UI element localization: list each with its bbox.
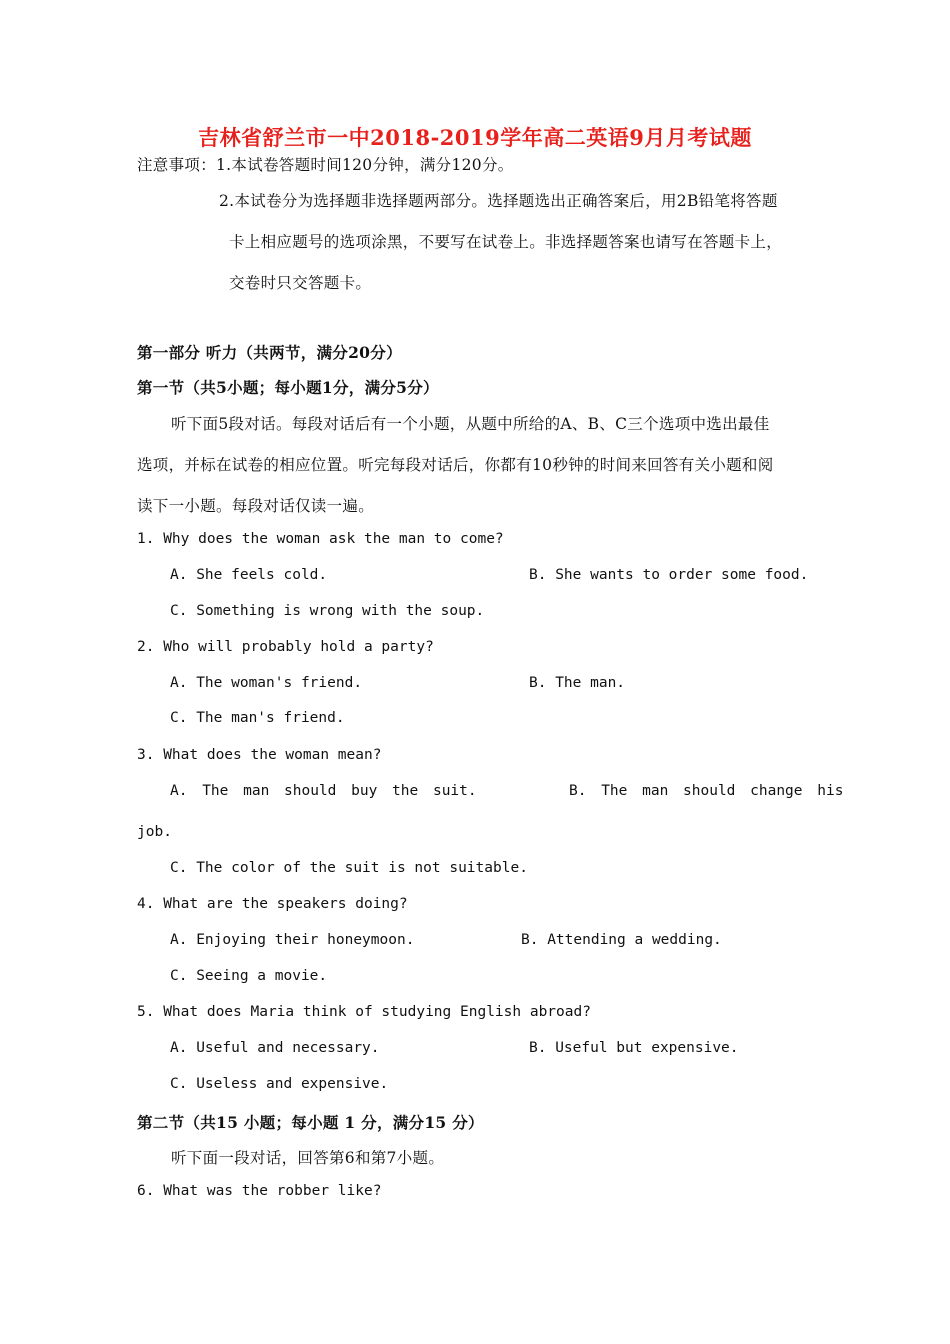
question-stem: 4. What are the speakers doing? (137, 896, 408, 912)
option-b: B. Attending a wedding. (521, 932, 722, 948)
question-stem: 5. What does Maria think of studying English abroad? (137, 1004, 591, 1020)
option-b-continuation: job. (137, 824, 172, 840)
section1-heading: 第一节（共5小题；每小题1分，满分5分） (137, 378, 439, 397)
section2-heading: 第二节（共15 小题；每小题 1 分，满分15 分） (137, 1113, 484, 1132)
instruction-line: 读下一小题。每段对话仅读一遍。 (137, 497, 375, 515)
option-c: C. The man's friend. (170, 710, 345, 726)
option-a: A. Useful and necessary. (170, 1040, 380, 1056)
notice-line-4: 交卷时只交答题卡。 (229, 274, 372, 292)
question-stem: 1. Why does the woman ask the man to come? (137, 531, 504, 547)
option-b: B. The man. (529, 675, 626, 691)
notice-line-2: 2.本试卷分为选择题非选择题两部分。选择题选出正确答案后，用2B铅笔将答题 (219, 192, 778, 210)
notice-line-1: 注意事项：1.本试卷答题时间120分钟，满分120分。 (137, 156, 514, 174)
option-c: C. The color of the suit is not suitable. (170, 860, 528, 876)
question-stem: 6. What was the robber like? (137, 1183, 382, 1199)
question-stem: 3. What does the woman mean? (137, 747, 382, 763)
option-b: B. She wants to order some food. (529, 567, 809, 583)
instruction-line: 选项，并标在试卷的相应位置。听完每段对话后，你都有10秒钟的时间来回答有关小题和阅 (137, 456, 774, 474)
option-b: B. The man should change his (569, 783, 844, 799)
option-a: A. The man should buy the suit. (170, 783, 477, 799)
page-title: 吉林省舒兰市一中2018-2019学年高二英语9月月考试题 (198, 125, 752, 150)
question-stem: 2. Who will probably hold a party? (137, 639, 434, 655)
option-c: C. Seeing a movie. (170, 968, 328, 984)
notice-line-3: 卡上相应题号的选项涂黑，不要写在试卷上。非选择题答案也请写在答题卡上， (229, 233, 783, 251)
option-c: C. Something is wrong with the soup. (170, 603, 485, 619)
option-c: C. Useless and expensive. (170, 1076, 389, 1092)
part1-heading: 第一部分 听力（共两节，满分20分） (137, 343, 402, 362)
instruction-line: 听下面5段对话。每段对话后有一个小题，从题中所给的A、B、C三个选项中选出最佳 (171, 415, 770, 433)
option-a: A. Enjoying their honeymoon. (170, 932, 415, 948)
option-a: A. The woman's friend. (170, 675, 363, 691)
section2-instruction: 听下面一段对话，回答第6和第7小题。 (171, 1149, 445, 1167)
option-a: A. She feels cold. (170, 567, 328, 583)
option-b: B. Useful but expensive. (529, 1040, 739, 1056)
